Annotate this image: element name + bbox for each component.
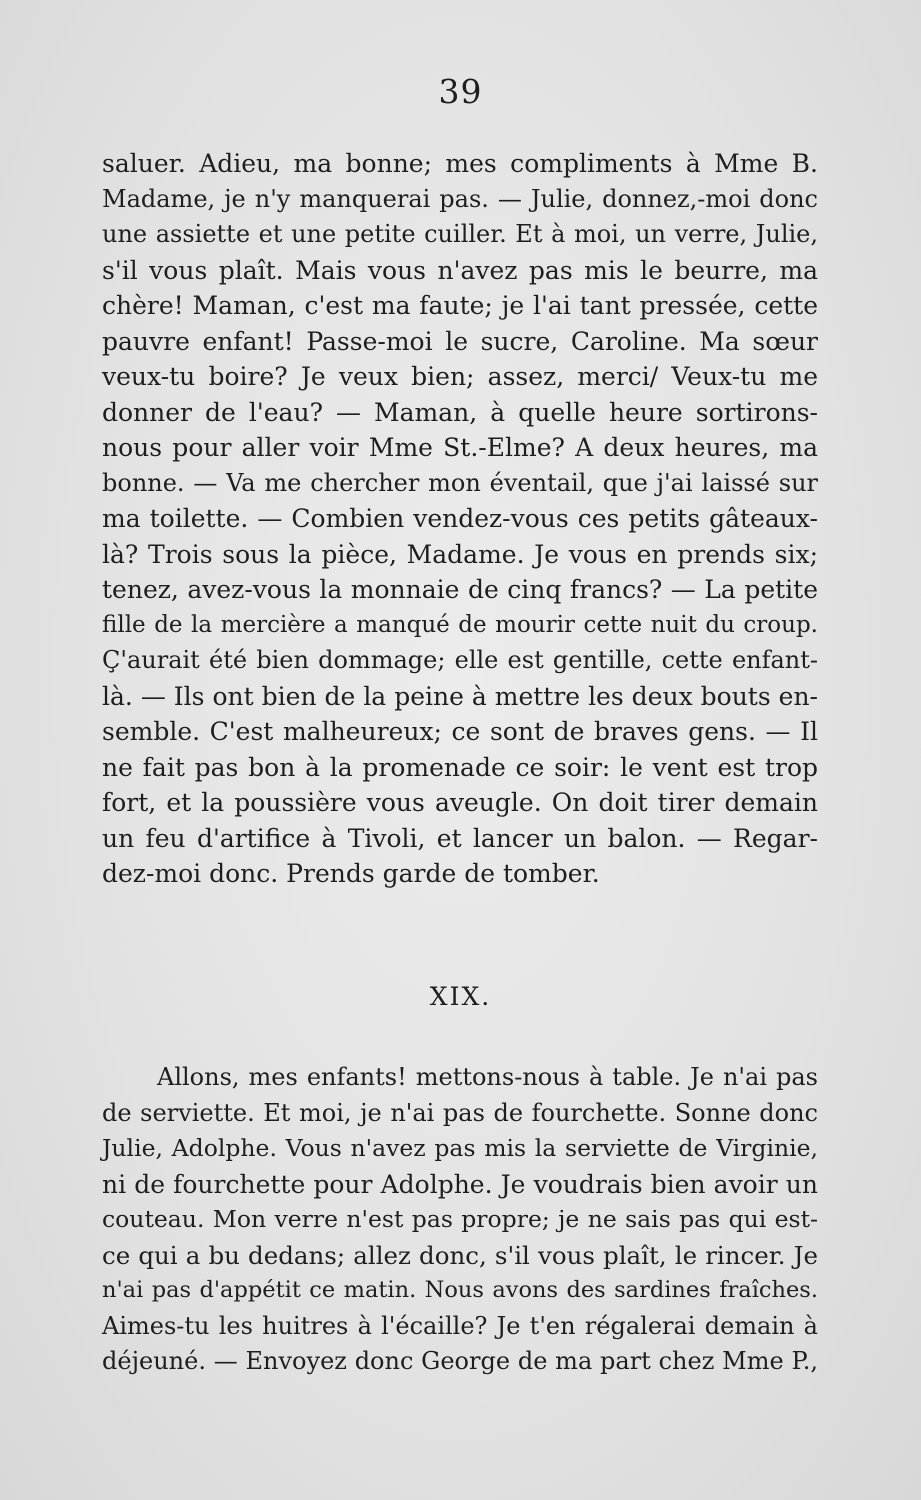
text-line: tenez, avez-vous la monnaie de cinq francs? — La petite (102, 575, 818, 604)
text-line: bonne. — Va me chercher mon éventail, que j'ai laissé sur (102, 468, 818, 497)
text-line: dez-moi donc. Prends garde de tomber. (102, 859, 600, 888)
text-line: couteau. Mon verre n'est pas propre; je ne sais pas qui est- (102, 1205, 818, 1233)
text-line: fille de la mercière a manqué de mourir cette nuit du croup. (102, 611, 818, 638)
text-line: un feu d'artifice à Tivoli, et lancer un balon. — Regar- (102, 823, 818, 853)
text-line: semble. C'est malheureux; ce sont de braves gens. — Il (102, 717, 818, 746)
text-line: là? Trois sous la pièce, Madame. Je vous en prends six; (102, 539, 818, 569)
text-line: s'il vous plaît. Mais vous n'avez pas mis le beurre, ma (102, 255, 818, 285)
text-line: une assiette et une petite cuiller. Et à moi, un verre, Julie, (102, 220, 818, 248)
text-line: Julie, Adolphe. Vous n'avez pas mis la serviette de Virginie, (102, 1134, 818, 1162)
text-line: saluer. Adieu, ma bonne; mes compliments à Mme B. (102, 149, 818, 178)
text-line: donner de l'eau? — Maman, à quelle heure sortirons- (102, 397, 818, 427)
text-line: ce qui a bu dedans; allez donc, s'il vous plaît, le rincer. Je (102, 1240, 818, 1270)
section-heading: XIX. (429, 982, 492, 1011)
text-line: Madame, je n'y manquerai pas. — Julie, donnez,-moi donc (102, 184, 818, 213)
text-line: Ç'aurait été bien dommage; elle est gentille, cette enfant- (102, 646, 818, 674)
text-line: chère! Maman, c'est ma faute; je l'ai tant pressée, cette (102, 291, 818, 320)
page-number: 39 (438, 72, 483, 111)
text-line: ne fait pas bon à la promenade ce soir: le vent est trop (102, 752, 818, 782)
text-line: Aimes-tu les huitres à l'écaille? Je t'en régalerai demain à (102, 1311, 818, 1340)
text-line: là. — Ils ont bien de la peine à mettre les deux bouts en- (102, 681, 818, 711)
text-line: de serviette. Et moi, je n'ai pas de fourchette. Sonne donc (102, 1098, 818, 1127)
text-line: ni de fourchette pour Adolphe. Je voudrais bien avoir un (102, 1169, 818, 1199)
text-line: pauvre enfant! Passe-moi le sucre, Caroline. Ma sœur (102, 326, 818, 356)
text-line: ma toilette. — Combien vendez-vous ces petits gâteaux- (102, 504, 818, 533)
text-line: fort, et la poussière vous aveugle. On doit tirer demain (102, 788, 818, 817)
paragraph-dialogue (102, 146, 818, 892)
text-line: Allons, mes enfants! mettons-nous à table. Je n'ai pas (157, 1063, 818, 1091)
text-line: n'ai pas d'appétit ce matin. Nous avons des sardines fraîches. (102, 1277, 818, 1303)
text-line: veux-tu boire? Je veux bien; assez, merci/ Veux-tu me (102, 362, 818, 391)
text-line: nous pour aller voir Mme St.-Elme? A deux heures, ma (102, 433, 818, 462)
text-line: déjeuné. — Envoyez donc George de ma part chez Mme P., (102, 1347, 818, 1375)
paragraph-table (102, 1060, 818, 1380)
